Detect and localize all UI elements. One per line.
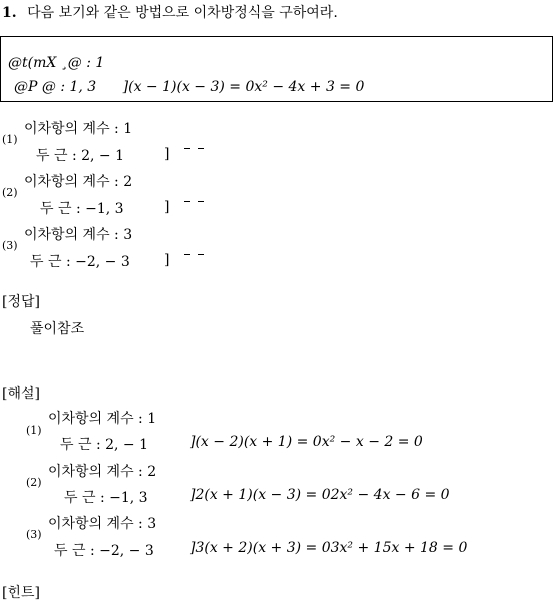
- answer-blank: [164, 199, 212, 215]
- problem-instruction: 다음 보기와 같은 방법으로 이차방정식을 구하여라.: [27, 5, 338, 21]
- example-roots: @P @ : 1, 3: [14, 79, 97, 95]
- hint-header: [힌트]: [2, 585, 40, 601]
- coefficient-label: 이차항의 계수 : 3: [24, 227, 133, 243]
- blank-dash: [198, 254, 204, 255]
- solution-equation: ]2(x + 1)(x − 3) = 02x² − 4x − 6 = 0: [190, 487, 450, 503]
- question-number: (2): [2, 186, 18, 199]
- question-number: (3): [2, 239, 18, 252]
- solution-number: (2): [26, 476, 42, 489]
- answer-header: [정답]: [2, 294, 40, 310]
- problem-number: 1.: [2, 5, 17, 21]
- solution-equation: ]3(x + 2)(x + 3) = 03x² + 15x + 18 = 0: [190, 540, 468, 556]
- roots-label: 두 근 : 2, − 1: [36, 148, 125, 164]
- roots-label: 두 근 : −2, − 3: [30, 254, 130, 270]
- blank-dash: [184, 254, 190, 255]
- solution-equation: ](x − 2)(x + 1) = 0x² − x − 2 = 0: [190, 434, 423, 450]
- example-line-2: [14, 79, 364, 95]
- coefficient-label: 이차항의 계수 : 2: [24, 174, 133, 190]
- example-equation: ](x − 1)(x − 3) = 0x² − 4x + 3 = 0: [122, 79, 365, 95]
- solution-number: (1): [26, 424, 42, 437]
- bracket-mark: ]: [164, 146, 170, 162]
- solution-number: (3): [26, 528, 42, 541]
- blank-dash: [198, 148, 204, 149]
- roots-label: 두 근 : 2, − 1: [60, 437, 149, 453]
- problem-statement: [2, 2, 338, 22]
- bracket-mark: ]: [164, 252, 170, 268]
- example-line-1: @t(mX ¸@ : 1: [8, 55, 105, 71]
- roots-label: 두 근 : −1, 3: [40, 201, 124, 217]
- question-number: (1): [2, 133, 18, 146]
- coefficient-label: 이차항의 계수 : 3: [48, 516, 157, 532]
- blank-dash: [184, 201, 190, 202]
- roots-label: 두 근 : −2, − 3: [54, 543, 154, 559]
- blank-dash: [184, 148, 190, 149]
- bracket-mark: ]: [164, 199, 170, 215]
- coefficient-label: 이차항의 계수 : 1: [48, 411, 157, 427]
- coefficient-label: 이차항의 계수 : 1: [24, 121, 133, 137]
- solution-header: [해설]: [2, 386, 40, 402]
- coefficient-label: 이차항의 계수 : 2: [48, 464, 157, 480]
- roots-label: 두 근 : −1, 3: [64, 490, 148, 506]
- blank-dash: [198, 201, 204, 202]
- answer-blank: [164, 252, 212, 268]
- answer-text: 풀이참조: [30, 321, 85, 337]
- answer-blank: [164, 146, 212, 162]
